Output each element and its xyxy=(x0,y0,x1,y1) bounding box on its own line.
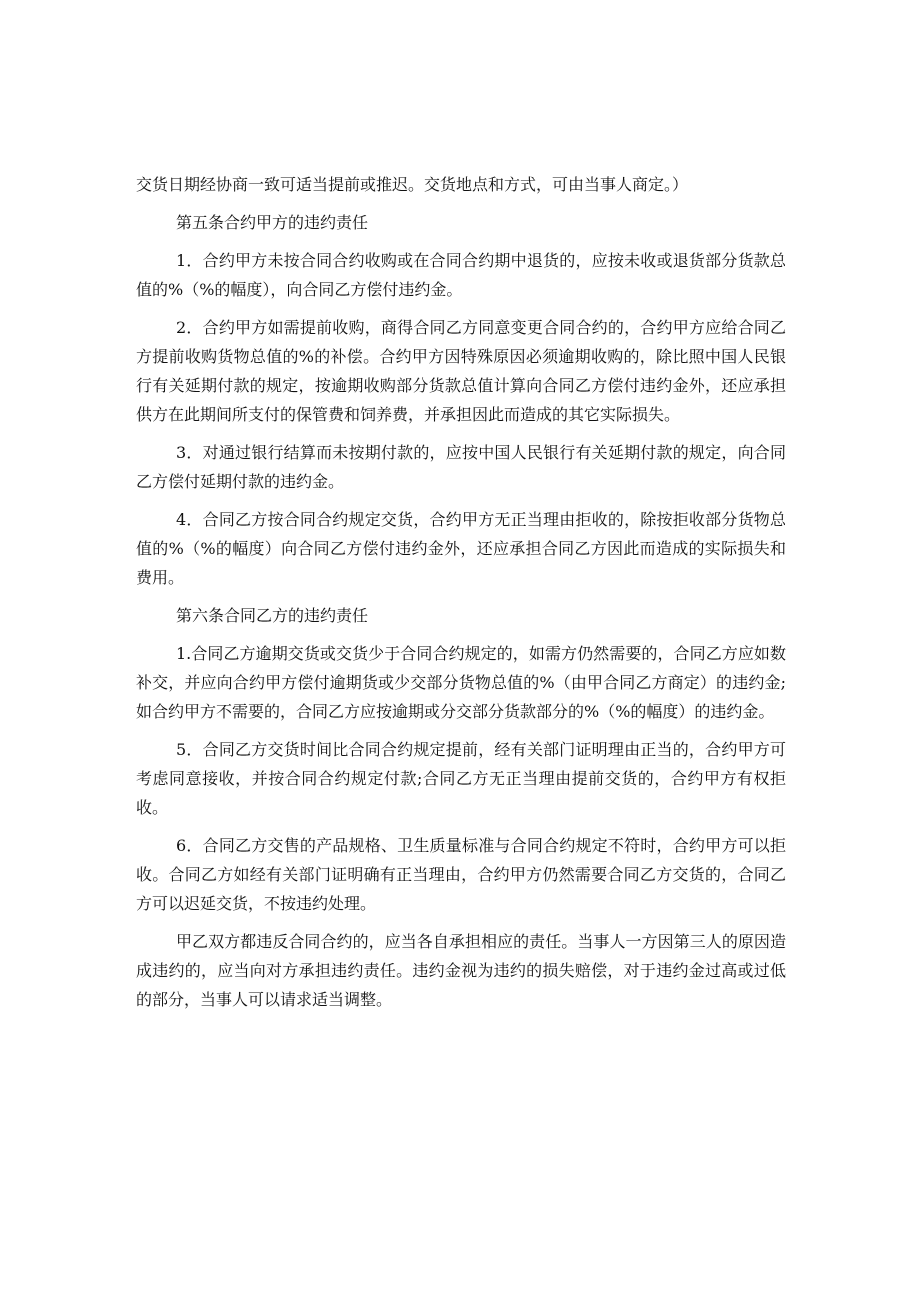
mutual-breach-paragraph: 甲乙双方都违反合同合约的，应当各自承担相应的责任。当事人一方因第三人的原因造成违约的，应当向对方承担违约责任。违约金视为违约的损失赔偿，对于违约金过高或过低的部分，当事人可以请求适当调整。 xyxy=(136,932,786,1009)
article-5-clause-3: 3．对通过银行结算而未按期付款的，应按中国人民银行有关延期付款的规定，向合同乙方偿付延期付款的违约金。 xyxy=(136,443,786,491)
article-6-heading: 第六条合同乙方的违约责任 xyxy=(176,606,369,625)
article-6-clause-6: 6．合同乙方交售的产品规格、卫生质量标准与合同合约规定不符时，合约甲方可以拒收。合同乙方如经有关部门证明确有正当理由，合约甲方仍然需要合同乙方交货的，合同乙方可以迟延交货，不按违约处理。 xyxy=(136,836,786,913)
paragraph-delivery-date: 交货日期经协商一致可适当提前或推迟。交货地点和方式，可由当事人商定。） xyxy=(136,175,689,194)
article-5-clause-4: 4．合同乙方按合同合约规定交货，合约甲方无正当理由拒收的，除按拒收部分货物总值的%（%的幅度）向合同乙方偿付违约金外，还应承担合同乙方因此而造成的实际损失和费用。 xyxy=(136,510,786,587)
document-body xyxy=(136,170,786,1014)
article-5-heading: 第五条合约甲方的违约责任 xyxy=(176,213,369,232)
article-6-clause-1: 1.合同乙方逾期交货或交货少于合同合约规定的，如需方仍然需要的，合同乙方应如数补交，并应向合约甲方偿付逾期货或少交部分货物总值的%（由甲合同乙方商定）的违约金;如合约甲方不需要的，合同乙方应按逾期或分交部分货款部分的%（%的幅度）的违约金。 xyxy=(136,644,786,721)
article-5-clause-1: 1．合约甲方未按合同合约收购或在合同合约期中退货的，应按未收或退货部分货款总值的%（%的幅度），向合同乙方偿付违约金。 xyxy=(136,251,786,299)
article-5-clause-2: 2．合约甲方如需提前收购，商得合同乙方同意变更合同合约的，合约甲方应给合同乙方提前收购货物总值的%的补偿。合约甲方因特殊原因必须逾期收购的，除比照中国人民银行有关延期付款的规定，按逾期收购部分货款总值计算向合同乙方偿付违约金外，还应承担供方在此期间所支付的保管费和饲养费，并承担因此而造成的其它实际损失。 xyxy=(136,318,786,424)
article-6-clause-5: 5．合同乙方交货时间比合同合约规定提前，经有关部门证明理由正当的，合约甲方可考虑同意接收，并按合同合约规定付款;合同乙方无正当理由提前交货的，合约甲方有权拒收。 xyxy=(136,740,786,817)
